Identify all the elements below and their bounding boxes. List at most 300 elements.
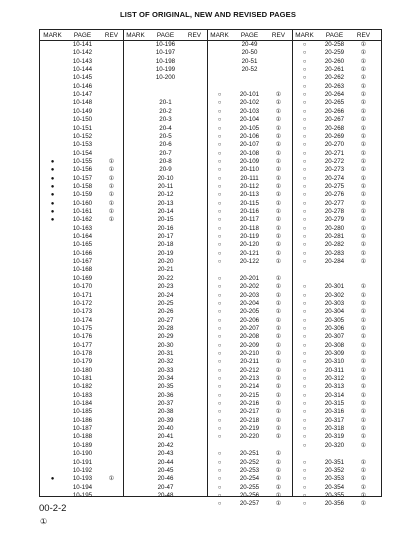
mark-cell [123,392,148,400]
rev-cell [100,150,123,158]
mark-cell [40,150,65,158]
page-cell: 20-214 [239,383,260,391]
mark-cell: ○ [302,217,307,224]
page-cell: 20-42 [157,441,174,449]
mark-cell: ○ [217,192,222,199]
rev-cell [100,442,123,450]
mark-cell: ○ [217,300,222,307]
rev-cell: ① [360,375,367,382]
rev-cell: ① [275,182,282,190]
page-cell: 20-111 [240,174,259,182]
mark-cell: ○ [217,459,222,466]
page-cell: 20-313 [324,383,345,391]
page-cell: 10-160 [72,199,93,207]
page-cell: 10-200 [155,74,176,82]
mark-cell: ○ [302,175,307,182]
rev-cell [267,58,290,66]
page-cell: 20-217 [239,408,260,416]
mark-cell: ○ [302,292,307,299]
page-cell: 20-119 [240,233,259,241]
mark-cell [123,408,148,416]
mark-cell [40,459,65,467]
page-cell: 20-101 [239,91,260,99]
page-cell: 20-112 [240,182,259,190]
rev-cell [100,266,123,274]
rev-cell [183,41,206,49]
page-cell: 10-145 [72,74,93,82]
mark-cell [123,325,148,333]
rev-cell: ① [275,458,282,466]
mark-cell [123,275,148,283]
mark-cell: ○ [217,426,222,433]
rev-cell [100,258,123,266]
page-cell: 20-266 [324,107,345,115]
page-cell: 10-144 [72,66,93,74]
page-cell: 10-173 [72,308,93,316]
page-cell [148,91,183,99]
rev-cell [100,392,123,400]
rev-cell [100,49,123,57]
page-cell: 10-148 [72,99,93,107]
page-cell [232,74,267,82]
mark-cell: ○ [302,367,307,374]
rev-cell [183,400,206,408]
rev-cell: ① [275,132,282,140]
rev-cell [100,58,123,66]
mark-cell [40,99,65,107]
page-cell: 20-310 [324,358,345,366]
page-cell: 20-116 [240,208,259,215]
rev-cell [100,383,123,391]
mark-cell [292,266,317,274]
mark-cell [40,317,65,325]
mark-cell [123,41,148,49]
rev-cell: ① [275,274,282,282]
mark-cell: ○ [302,167,307,174]
rev-cell: ① [360,341,367,349]
rev-cell: ① [275,216,282,224]
page-cell: 20-35 [157,383,174,391]
page-cell: 10-177 [72,341,93,349]
page-cell: 10-168 [72,266,93,274]
mark-cell [40,66,65,74]
rev-cell [352,275,375,283]
rev-cell [100,467,123,475]
rev-cell [100,425,123,433]
rev-cell: ① [360,199,367,207]
page-cell: 20-260 [324,57,345,65]
rev-cell: ① [360,157,367,165]
mark-cell [123,317,148,325]
mark-cell [123,492,148,500]
mark-cell [123,99,148,107]
page-cell: 20-208 [239,333,260,341]
mark-cell [40,258,65,266]
mark-cell [123,442,148,450]
page-cell: 20-23 [157,283,174,291]
mark-cell [123,175,148,183]
mark-cell [123,350,148,358]
mark-cell [40,308,65,316]
page-cell: 20-36 [157,391,174,399]
rev-cell [100,433,123,441]
rev-cell [100,292,123,300]
rev-cell [352,266,375,274]
mark-cell: ○ [217,250,222,257]
page-cell: 20-106 [239,132,260,140]
mark-cell [40,417,65,425]
mark-cell: ○ [217,484,222,491]
mark-cell: ○ [217,234,222,241]
page-cell: 10-161 [72,208,93,215]
rev-cell: ① [275,450,282,458]
rev-cell: ① [360,49,367,57]
page-cell: 20-306 [324,324,345,332]
rev-cell [267,83,290,91]
rev-cell: ① [108,182,115,190]
page-cell: 20-8 [159,157,172,165]
page-cell: 20-258 [324,41,345,48]
rev-cell: ① [275,341,282,349]
mark-cell: ○ [217,108,222,115]
mark-cell: ● [50,217,55,224]
rev-cell: ① [275,358,282,366]
mark-cell [123,200,148,208]
page-cell: 20-311 [325,366,344,374]
mark-cell [207,74,232,82]
rev-cell [267,41,290,49]
page-cell: 20-315 [324,400,345,408]
mark-cell: ○ [302,158,307,165]
rev-cell [100,74,123,82]
page-cell: 10-158 [72,182,93,190]
page-cell: 20-107 [239,141,260,149]
mark-cell [40,116,65,124]
page-cell: 20-18 [157,241,174,249]
mark-cell: ○ [302,376,307,382]
mark-cell [123,417,148,425]
mark-cell [123,283,148,291]
rev-cell: ① [360,258,367,266]
rev-cell: ① [360,308,367,316]
page-cell: 10-196 [155,41,176,48]
page-cell: 20-105 [239,124,260,132]
mark-cell [207,442,232,450]
mark-cell [207,49,232,57]
mark-cell: ○ [217,317,222,324]
rev-cell: ① [360,57,367,65]
mark-cell [123,266,148,274]
mark-cell: ○ [217,100,222,107]
page-cell: 20-261 [324,66,345,74]
rev-cell: ① [275,375,282,382]
page-cell: 10-166 [72,249,93,257]
rev-cell: ① [360,283,367,291]
mark-cell [40,83,65,91]
mark-cell: ○ [217,451,222,458]
mark-cell: ○ [217,217,222,224]
rev-cell [100,375,123,383]
page-cell: 10-187 [72,425,93,433]
mark-cell [123,58,148,66]
mark-cell [40,325,65,333]
mark-cell [123,191,148,199]
mark-cell [40,400,65,408]
page-cell: 20-262 [324,74,345,82]
page-cell: 20-206 [239,316,260,324]
mark-cell: ○ [302,100,307,107]
rev-cell [100,417,123,425]
rev-cell: ① [360,91,367,99]
mark-cell: ○ [217,167,222,174]
page-cell [148,83,183,91]
page-cell: 20-256 [239,491,260,499]
rev-cell [100,325,123,333]
mark-cell [123,208,148,216]
mark-cell: ○ [302,133,307,140]
rev-cell [183,58,206,66]
mark-cell [123,300,148,308]
page-cell: 20-209 [239,341,260,349]
page-cell: 20-314 [324,391,345,399]
page-cell: 20-20 [157,258,174,266]
rev-cell: ① [108,166,115,174]
mark-cell [123,292,148,300]
page-cell: 20-304 [324,308,345,316]
rev-cell: ① [275,233,282,241]
page-cell: 20-6 [159,141,172,149]
mark-cell: ○ [302,117,307,124]
page-cell: 10-199 [155,66,176,74]
page-cell: 10-155 [72,157,93,165]
rev-cell [100,283,123,291]
rev-cell: ① [360,182,367,190]
rev-cell: ① [275,241,282,249]
mark-cell: ○ [302,350,307,357]
mark-cell [40,58,65,66]
rev-cell: ① [275,283,282,291]
page-cell: 20-351 [324,458,345,466]
rev-cell [183,442,206,450]
rev-cell: ① [275,475,282,483]
mark-cell: ○ [302,417,307,424]
rev-cell: ① [108,216,115,224]
rev-cell: ① [360,441,367,449]
rev-cell: ① [360,166,367,174]
mark-cell: ○ [217,259,222,266]
rev-cell [100,358,123,366]
mark-cell [40,408,65,416]
rev-cell [183,258,206,266]
mark-cell: ○ [217,117,222,124]
rev-cell [183,74,206,82]
mark-cell: ○ [302,300,307,307]
page-cell: 20-38 [157,408,174,416]
mark-cell [123,358,148,366]
rev-cell [183,408,206,416]
rev-cell [183,358,206,366]
page-cell: 20-26 [157,308,174,316]
page-cell: 20-257 [239,500,260,508]
page-cell: 20-268 [324,124,345,132]
rev-cell [183,325,206,333]
page-cell: 20-50 [241,49,258,57]
mark-cell: ● [50,158,55,165]
page-cell: 10-150 [72,116,93,124]
mark-cell: ○ [302,459,307,466]
rev-cell [183,150,206,158]
page-cell: 10-181 [72,375,93,382]
mark-cell: ○ [302,334,307,341]
rev-cell [183,484,206,492]
mark-cell [123,108,148,116]
page-cell: 20-2 [159,107,172,115]
mark-cell: ○ [217,325,222,332]
rev-cell [100,308,123,316]
page-cell: 10-149 [72,107,93,115]
mark-cell [123,425,148,433]
rev-cell: ① [275,433,282,441]
page-cell: 20-104 [239,116,260,124]
page-cell: 10-180 [72,366,93,374]
mark-cell [123,250,148,258]
column-header: MARK [295,32,314,39]
page-cell: 20-48 [157,491,174,499]
page-cell: 10-183 [72,391,93,399]
mark-cell: ○ [302,359,307,366]
page-cell: 10-163 [72,224,93,232]
mark-cell: ○ [217,401,222,408]
mark-cell [123,459,148,467]
rev-cell: ① [108,208,115,215]
page-cell: 20-109 [239,157,260,165]
mark-cell: ○ [302,234,307,241]
rev-cell: ① [360,174,367,182]
mark-cell [123,308,148,316]
rev-cell: ① [275,299,282,307]
mark-cell [123,66,148,74]
rev-cell [100,133,123,141]
rev-cell [100,492,123,500]
rev-cell [100,350,123,358]
mark-cell [40,141,65,149]
rev-cell: ① [360,149,367,157]
rev-cell: ① [275,107,282,115]
page-cell: 20-312 [324,375,345,382]
page-cell: 20-30 [157,341,174,349]
mark-cell: ○ [302,142,307,149]
rev-cell: ① [275,491,282,499]
rev-cell: ① [360,74,367,82]
mark-cell: ○ [217,417,222,424]
rev-cell: ① [360,475,367,483]
page-cell: 20-271 [324,149,345,157]
mark-cell: ● [50,476,55,483]
rev-cell [183,116,206,124]
rev-cell [183,392,206,400]
mark-cell: ○ [302,426,307,433]
column-header: MARK [210,32,229,39]
mark-cell [123,383,148,391]
rev-cell: ① [275,174,282,182]
rev-cell [183,308,206,316]
page-cell: 10-195 [72,491,93,499]
rev-cell: ① [275,91,282,99]
rev-cell [100,408,123,416]
page-cell: 20-281 [324,233,345,241]
mark-cell [207,41,232,49]
page-cell: 20-264 [324,91,345,99]
mark-cell: ○ [217,175,222,182]
mark-cell: ○ [302,75,307,82]
page-cell: 20-280 [324,224,345,232]
mark-cell [123,258,148,266]
mark-cell [123,74,148,82]
page-cell: 20-11 [157,182,174,190]
mark-cell: ○ [302,50,307,57]
page-cell [232,266,267,274]
column-header: MARK [43,32,62,39]
mark-cell [40,383,65,391]
page-cell: 20-308 [324,341,345,349]
rev-cell [183,317,206,325]
mark-cell: ○ [217,133,222,140]
rev-cell: ① [360,66,367,74]
rev-cell: ① [360,291,367,299]
mark-cell: ○ [217,225,222,232]
rev-cell [267,66,290,74]
mark-cell: ○ [217,142,222,149]
mark-cell [123,450,148,458]
mark-cell: ● [50,209,55,215]
page-cell: 20-27 [157,316,174,324]
mark-cell: ○ [217,275,222,282]
rev-cell [183,191,206,199]
rev-cell [100,66,123,74]
page-cell: 20-120 [239,241,260,249]
page-cell: 10-142 [72,49,93,57]
mark-cell [123,400,148,408]
mark-cell: ○ [217,150,222,157]
mark-cell [123,467,148,475]
rev-cell: ① [275,366,282,374]
mark-cell [40,125,65,133]
mark-cell [40,442,65,450]
revision-mark: ① [40,517,48,526]
rev-cell [183,91,206,99]
rev-cell: ① [360,466,367,474]
mark-cell: ○ [217,409,222,416]
mark-cell [123,475,148,483]
rev-cell: ① [360,324,367,332]
page-cell: 10-154 [72,149,93,157]
rev-cell [100,41,123,49]
rev-cell [183,66,206,74]
rev-cell: ① [275,316,282,324]
page-cell: 20-354 [324,483,345,491]
mark-cell [40,350,65,358]
page-cell: 20-210 [239,349,260,357]
mark-cell: ○ [217,376,222,382]
mark-cell: ○ [302,242,307,249]
page-cell: 10-172 [72,299,93,307]
column-header: PAGE [156,32,175,39]
page-cell: 20-46 [157,475,174,483]
mark-cell [40,484,65,492]
mark-cell [40,342,65,350]
page-cell: 10-157 [72,174,93,182]
mark-cell [40,358,65,366]
